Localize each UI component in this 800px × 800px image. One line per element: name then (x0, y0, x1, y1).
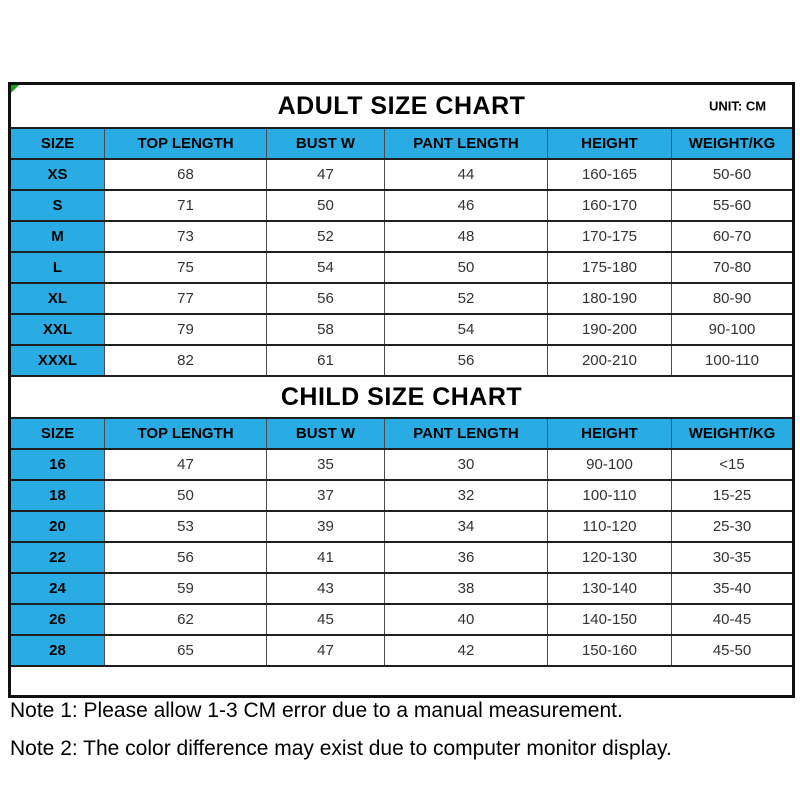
table-row (10, 252, 794, 283)
value-cell: 53 (105, 511, 267, 542)
value-cell: 70-80 (672, 252, 794, 283)
value-cell: 52 (385, 283, 548, 314)
size-cell: 26 (10, 604, 105, 635)
empty-bottom-row (10, 666, 794, 697)
column-header-height: HEIGHT (548, 418, 672, 449)
column-header-size: SIZE (10, 128, 105, 159)
table-row (10, 604, 794, 635)
value-cell: 90-100 (548, 449, 672, 480)
value-cell: 180-190 (548, 283, 672, 314)
table-row (10, 511, 794, 542)
table-row (10, 159, 794, 190)
green-corner-marker-icon (11, 85, 19, 93)
value-cell: 50 (267, 190, 385, 221)
size-cell: 24 (10, 573, 105, 604)
size-cell: XL (10, 283, 105, 314)
value-cell: 160-165 (548, 159, 672, 190)
adult-title-cell (10, 84, 794, 129)
value-cell: 43 (267, 573, 385, 604)
value-cell: 59 (105, 573, 267, 604)
value-cell: 47 (267, 159, 385, 190)
value-cell: 35 (267, 449, 385, 480)
value-cell: 50-60 (672, 159, 794, 190)
table-row (10, 573, 794, 604)
value-cell: 120-130 (548, 542, 672, 573)
unit-label: UNIT: CM (709, 98, 767, 114)
size-cell: XS (10, 159, 105, 190)
value-cell: 77 (105, 283, 267, 314)
column-header-bust-w: BUST W (267, 418, 385, 449)
value-cell: 170-175 (548, 221, 672, 252)
value-cell: 100-110 (672, 345, 794, 376)
size-cell: XXXL (10, 345, 105, 376)
value-cell: 100-110 (548, 480, 672, 511)
value-cell: 200-210 (548, 345, 672, 376)
size-cell: 20 (10, 511, 105, 542)
value-cell: 55-60 (672, 190, 794, 221)
value-cell: 52 (267, 221, 385, 252)
adult-rows-body (10, 159, 794, 376)
value-cell: 90-100 (672, 314, 794, 345)
value-cell: 60-70 (672, 221, 794, 252)
table-row (10, 635, 794, 666)
value-cell: 56 (105, 542, 267, 573)
table-footer (10, 666, 794, 697)
table-row (10, 283, 794, 314)
value-cell: 25-30 (672, 511, 794, 542)
value-cell: 190-200 (548, 314, 672, 345)
value-cell: 80-90 (672, 283, 794, 314)
table-row (10, 314, 794, 345)
value-cell: 45 (267, 604, 385, 635)
column-header-pant-length: PANT LENGTH (385, 128, 548, 159)
table-row (10, 221, 794, 252)
value-cell: 130-140 (548, 573, 672, 604)
value-cell: 73 (105, 221, 267, 252)
size-cell: 18 (10, 480, 105, 511)
child-title-row (10, 376, 794, 418)
value-cell: 44 (385, 159, 548, 190)
column-header-height: HEIGHT (548, 128, 672, 159)
size-cell: 22 (10, 542, 105, 573)
value-cell: 150-160 (548, 635, 672, 666)
value-cell: 61 (267, 345, 385, 376)
column-header-weight-kg: WEIGHT/KG (672, 128, 794, 159)
adult-child-size-table (8, 82, 795, 698)
adult-title-row (10, 84, 794, 129)
adult-header-row (10, 128, 794, 159)
value-cell: 15-25 (672, 480, 794, 511)
column-header-top-length: TOP LENGTH (105, 128, 267, 159)
value-cell: 160-170 (548, 190, 672, 221)
value-cell: 38 (385, 573, 548, 604)
value-cell: 54 (267, 252, 385, 283)
table-row (10, 542, 794, 573)
column-header-weight-kg: WEIGHT/KG (672, 418, 794, 449)
value-cell: 58 (267, 314, 385, 345)
value-cell: 30 (385, 449, 548, 480)
child-header-row (10, 418, 794, 449)
value-cell: 40 (385, 604, 548, 635)
value-cell: 175-180 (548, 252, 672, 283)
table-row (10, 449, 794, 480)
child-rows-body (10, 449, 794, 666)
value-cell: 30-35 (672, 542, 794, 573)
size-cell: M (10, 221, 105, 252)
value-cell: 35-40 (672, 573, 794, 604)
note-line-2: Note 2: The color difference may exist due to computer monitor display. (10, 736, 672, 760)
size-cell: XXL (10, 314, 105, 345)
child-section-head (10, 376, 794, 449)
value-cell: 68 (105, 159, 267, 190)
column-header-bust-w: BUST W (267, 128, 385, 159)
table-row (10, 190, 794, 221)
value-cell: 82 (105, 345, 267, 376)
value-cell: 56 (267, 283, 385, 314)
value-cell: 54 (385, 314, 548, 345)
value-cell: 45-50 (672, 635, 794, 666)
column-header-top-length: TOP LENGTH (105, 418, 267, 449)
value-cell: 42 (385, 635, 548, 666)
value-cell: 65 (105, 635, 267, 666)
table-row (10, 345, 794, 376)
value-cell: 62 (105, 604, 267, 635)
adult-chart-title: ADULT SIZE CHART (277, 91, 526, 120)
value-cell: 48 (385, 221, 548, 252)
size-cell: L (10, 252, 105, 283)
value-cell: 36 (385, 542, 548, 573)
column-header-pant-length: PANT LENGTH (385, 418, 548, 449)
value-cell: 79 (105, 314, 267, 345)
value-cell: 34 (385, 511, 548, 542)
value-cell: 46 (385, 190, 548, 221)
size-cell: S (10, 190, 105, 221)
size-chart-table-wrap (8, 82, 792, 698)
value-cell: 50 (105, 480, 267, 511)
value-cell: 47 (105, 449, 267, 480)
empty-cell (10, 666, 794, 697)
column-header-size: SIZE (10, 418, 105, 449)
value-cell: 110-120 (548, 511, 672, 542)
value-cell: 140-150 (548, 604, 672, 635)
value-cell: 32 (385, 480, 548, 511)
value-cell: <15 (672, 449, 794, 480)
value-cell: 40-45 (672, 604, 794, 635)
value-cell: 39 (267, 511, 385, 542)
value-cell: 75 (105, 252, 267, 283)
adult-section-head (10, 84, 794, 160)
value-cell: 41 (267, 542, 385, 573)
size-cell: 28 (10, 635, 105, 666)
child-chart-title: CHILD SIZE CHART (10, 376, 794, 418)
value-cell: 50 (385, 252, 548, 283)
value-cell: 56 (385, 345, 548, 376)
notes-block (10, 697, 790, 773)
value-cell: 47 (267, 635, 385, 666)
value-cell: 71 (105, 190, 267, 221)
table-row (10, 480, 794, 511)
note-line-1: Note 1: Please allow 1-3 CM error due to a manual measurement. (10, 699, 623, 722)
size-cell: 16 (10, 449, 105, 480)
value-cell: 37 (267, 480, 385, 511)
